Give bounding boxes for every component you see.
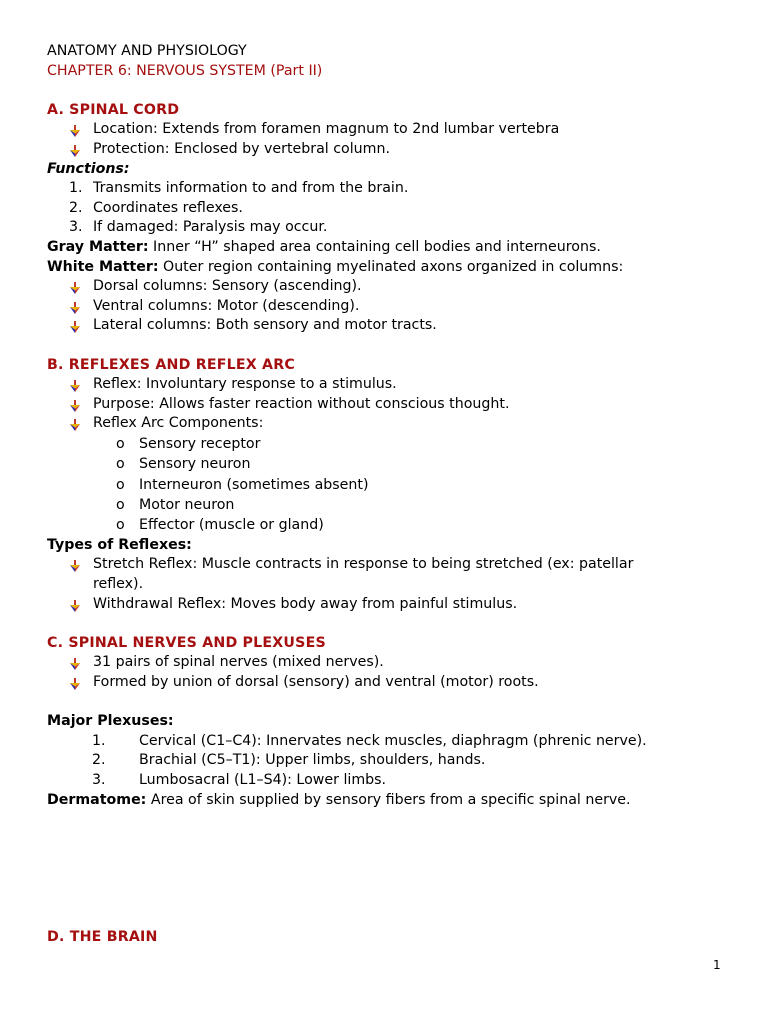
list-item — [47, 297, 737, 317]
list-item — [47, 316, 737, 336]
section-a-heading: A. SPINAL CORD — [47, 101, 180, 118]
list-item-text: Reflex: Involuntary response to a stimulus. — [93, 376, 397, 393]
white-matter-line — [47, 258, 737, 278]
arrow-down-bullet-icon — [69, 560, 81, 572]
numbered-item — [47, 751, 737, 771]
gray-matter-text: Inner “H” shaped area containing cell bodies and interneurons. — [148, 238, 601, 255]
list-item-text: 31 pairs of spinal nerves (mixed nerves). — [93, 654, 384, 671]
numbered-item — [47, 732, 737, 752]
sub-list-item — [47, 434, 737, 454]
sub-list-item — [47, 495, 737, 515]
numbered-item — [47, 179, 737, 199]
list-item — [47, 673, 737, 693]
list-item-text: Stretch Reflex: Muscle contracts in response to being stretched (ex: patellar — [93, 556, 634, 573]
list-item-text: Purpose: Allows faster reaction without conscious thought. — [93, 395, 510, 412]
sub-item-text: Sensory neuron — [139, 456, 251, 473]
dermatome-label: Dermatome: — [47, 791, 147, 808]
chapter-title: CHAPTER 6: NERVOUS SYSTEM (Part II) — [47, 62, 323, 79]
numbered-item — [47, 199, 737, 219]
spacer — [47, 336, 737, 356]
sub-item-text: Effector (muscle or gland) — [139, 517, 324, 534]
spacer — [47, 614, 737, 634]
arrow-down-bullet-icon — [69, 678, 81, 690]
sub-bullet-marker: o — [116, 497, 125, 514]
white-matter-text: Outer region containing myelinated axons organized in columns: — [158, 258, 624, 275]
gray-matter-line — [47, 238, 737, 258]
arrow-down-bullet-icon — [69, 145, 81, 157]
list-item-text: Formed by union of dorsal (sensory) and ventral (motor) roots. — [93, 673, 539, 690]
types-of-reflexes-label: Types of Reflexes: — [47, 536, 192, 553]
section-b-heading: B. REFLEXES AND REFLEX ARC — [47, 356, 295, 373]
list-item-text: Location: Extends from foramen magnum to 2nd lumbar vertebra — [93, 121, 560, 138]
list-item — [47, 395, 737, 415]
list-item-text: Ventral columns: Motor (descending). — [93, 297, 360, 314]
list-item — [47, 277, 737, 297]
list-item — [47, 555, 737, 575]
numbered-item — [47, 218, 737, 238]
item-text: Transmits information to and from the brain. — [93, 180, 409, 197]
sub-bullet-marker: o — [116, 517, 125, 534]
arrow-down-bullet-icon — [69, 419, 81, 431]
numbered-item — [47, 771, 737, 791]
item-text: Brachial (C5–T1): Upper limbs, shoulders, hands. — [139, 752, 486, 769]
spacer — [47, 693, 737, 713]
arrow-down-bullet-icon — [69, 282, 81, 294]
section-d-heading: D. THE BRAIN — [47, 929, 158, 945]
sub-bullet-marker: o — [116, 476, 125, 493]
arrow-down-bullet-icon — [69, 125, 81, 137]
sub-item-text: Motor neuron — [139, 497, 235, 514]
item-number: 1. — [69, 180, 83, 197]
document-page — [47, 42, 737, 945]
list-item — [47, 120, 737, 140]
item-number: 1. — [92, 732, 106, 749]
list-item — [47, 375, 737, 395]
list-item-text: Withdrawal Reflex: Moves body away from painful stimulus. — [93, 595, 518, 612]
sub-list-item — [47, 475, 737, 495]
item-text: Lumbosacral (L1–S4): Lower limbs. — [139, 771, 387, 788]
arrow-down-bullet-icon — [69, 400, 81, 412]
sub-list-item — [47, 454, 737, 474]
list-item — [47, 414, 737, 434]
list-item — [47, 653, 737, 673]
item-number: 2. — [92, 752, 106, 769]
course-title: ANATOMY AND PHYSIOLOGY — [47, 43, 247, 59]
item-number: 2. — [69, 199, 83, 216]
dermatome-line — [47, 791, 737, 811]
arrow-down-bullet-icon — [69, 302, 81, 314]
arrow-down-bullet-icon — [69, 321, 81, 333]
white-matter-label: White Matter: — [47, 258, 159, 275]
list-item — [47, 140, 737, 160]
list-item-continuation: reflex). — [93, 576, 144, 593]
item-text: Cervical (C1–C4): Innervates neck muscles, diaphragm (phrenic nerve). — [139, 732, 647, 749]
item-number: 3. — [69, 219, 83, 236]
sub-bullet-marker: o — [116, 456, 125, 473]
major-plexuses-label: Major Plexuses: — [47, 713, 174, 730]
spacer — [47, 81, 737, 101]
dermatome-text: Area of skin supplied by sensory fibers from a specific spinal nerve. — [146, 791, 631, 808]
list-item-text: Protection: Enclosed by vertebral column. — [93, 140, 390, 157]
sub-bullet-marker: o — [116, 435, 125, 452]
gray-matter-label: Gray Matter: — [47, 238, 149, 255]
list-item-text: Dorsal columns: Sensory (ascending). — [93, 278, 362, 295]
page-number: 1 — [713, 958, 721, 972]
list-item-text: Lateral columns: Both sensory and motor tracts. — [93, 317, 437, 334]
sub-item-text: Interneuron (sometimes absent) — [139, 476, 369, 493]
arrow-down-bullet-icon — [69, 658, 81, 670]
item-text: If damaged: Paralysis may occur. — [93, 219, 328, 236]
section-c-heading: C. SPINAL NERVES AND PLEXUSES — [47, 634, 326, 651]
list-item — [47, 595, 737, 615]
arrow-down-bullet-icon — [69, 380, 81, 392]
item-number: 3. — [92, 771, 106, 788]
sub-item-text: Sensory receptor — [139, 435, 261, 452]
list-item-text: Reflex Arc Components: — [93, 415, 264, 432]
arrow-down-bullet-icon — [69, 600, 81, 612]
sub-list-item — [47, 515, 737, 535]
functions-label: Functions: — [47, 160, 130, 177]
item-text: Coordinates reflexes. — [93, 199, 243, 216]
